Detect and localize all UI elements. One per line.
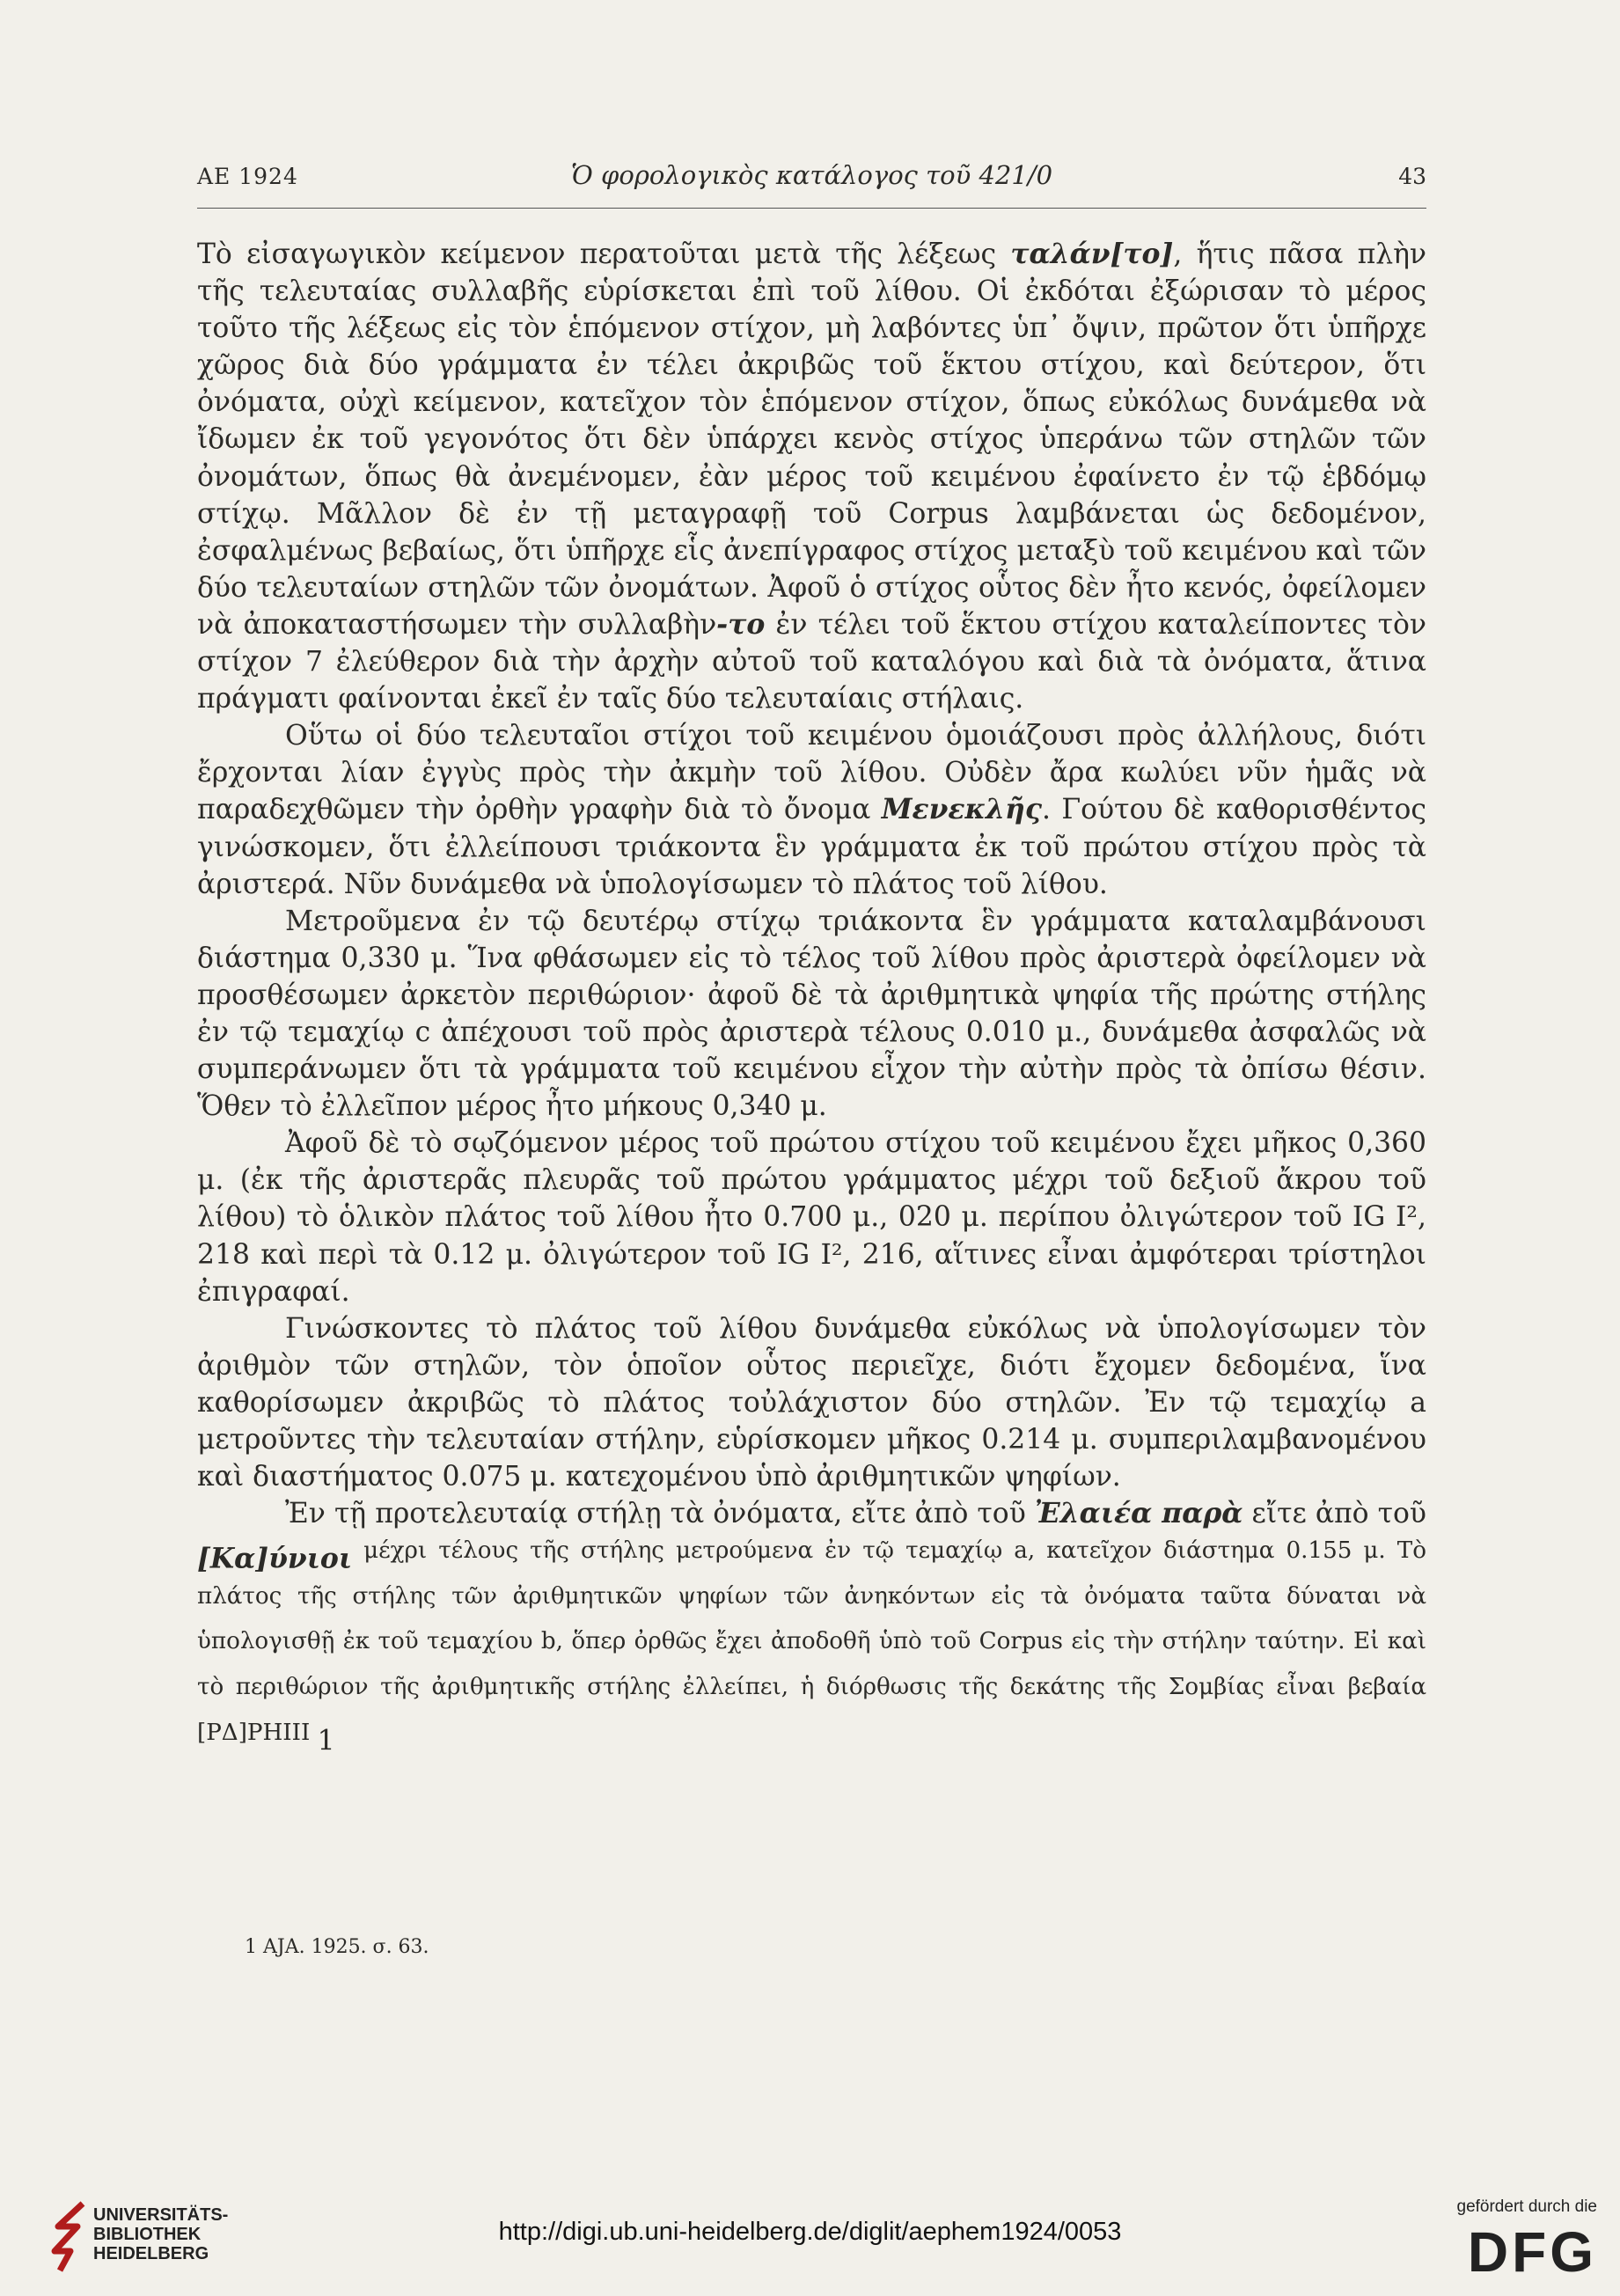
emphasis-elaiea: Ἐλαιέα παρὰ xyxy=(1034,1498,1243,1530)
footnote: 1 AJA. 1925. σ. 63. xyxy=(245,1936,429,1958)
emphasis-menekles: Μενεκλῆς xyxy=(881,794,1042,826)
paragraph-5: Γινώσκοντες τὸ πλάτος τοῦ λίθου δυνάμεθα εὐκόλως νὰ ὑπολογίσωμεν τὸν ἀριθμὸν τῶν στηλῶν, τὸν ὁποῖον οὗτος περιεῖχε, διότι ἔχομεν δεδομένα, ἵνα καθορίσωμεν ἀκριβῶς τὸ πλάτος τοὐλάχιστον δύο στηλῶν. Ἐν τῷ τεμαχίῳ a μετροῦντες τὴν τελευταίαν στήλην, εὑρίσκομεν μῆκος 0.214 μ. συμπεριλαμβανομένου καὶ διαστήματος 0.075 μ. κατεχομένου ὑπὸ ἀριθμητικῶν ψηφίων. xyxy=(197,1312,1426,1493)
body-text xyxy=(197,236,1426,1759)
page-header xyxy=(197,160,1426,199)
header-rule xyxy=(197,208,1426,209)
footnote-ref: μέχρι τέλους τῆς στήλης μετρούμενα ἐν τῷ τεμαχίῳ a, κατεῖχον διάστημα 0.155 μ. Τὸ πλάτος τῆς στήλης τῶν ἀριθμητικῶν ψηφίων τῶν ἀνηκόντων εἰς τὰ ὀνόματα ταῦτα δύναται νὰ ὑπολογισθῇ ἐκ τοῦ τεμαχίου b, ὅπερ ὀρθῶς ἔχει ἀποδοθῆ ὑπὸ τοῦ Corpus εἰς τὴν στήλην ταύτην. Εἰ καὶ τὸ περιθώριον τῆς ἀριθμητικῆς στήλης ἐλλείπει, ἡ διόρθωσις τῆς δεκάτης τῆς Σομβίας εἶναι βεβαία [ΡΔ]ΡΗΙΙΙ xyxy=(197,1537,1426,1746)
emphasis-to: -το xyxy=(716,608,766,641)
library-name: UNIVERSITÄTS- BIBLIOTHEK HEIDELBERG xyxy=(93,2205,229,2263)
emphasis-kaunioi: [Κα]ύνιοι xyxy=(197,1543,353,1575)
running-title: Ὁ φορολογικὸς κατάλογος τοῦ 421/0 xyxy=(570,160,1053,190)
paragraph-2: Οὕτω οἱ δύο τελευταῖοι στίχοι τοῦ κειμένου ὁμοιάζουσι πρὸς ἀλλήλους, διότι ἔρχονται λίαν ἐγγὺς πρὸς τὴν ἀκμὴν τοῦ λίθου. Οὐδὲν ἄρα κωλύει νῦν ἡμᾶς νὰ παραδεχθῶμεν τὴν ὀρθὴν γραφὴν διὰ τὸ ὄνομα Μενεκλῆς. Γούτου δὲ καθορισθέντος γινώσκομεν, ὅτι ἐλλείπουσι τριάκοντα ἓν γράμματα ἐκ τοῦ πρώτου στίχου πρὸς τὰ ἀριστερά. Νῦν δυνάμεθα νὰ ὑπολογίσωμεν τὸ πλάτος τοῦ λίθου. xyxy=(197,720,1426,900)
emphasis-talanto: ταλάν[το] xyxy=(1010,238,1174,270)
source-url-link[interactable]: http://digi.ub.uni-heidelberg.de/diglit/aephem1924/0053 xyxy=(498,2218,1122,2246)
funded-by-text: gefördert durch die xyxy=(1456,2197,1597,2216)
paragraph-4: Ἀφοῦ δὲ τὸ σῳζόμενον μέρος τοῦ πρώτου στίχου τοῦ κειμένου ἔχει μῆκος 0,360 μ. (ἐκ τῆς ἀριστερᾶς πλευρᾶς τοῦ πρώτου γράμματος μέχρι τοῦ δεξιοῦ ἄκρου τοῦ λίθου) τὸ ὁλικὸν πλάτος τοῦ λίθου ἦτο 0.700 μ., 020 μ. περίπου ὀλιγώτερον τοῦ IG I², 218 καὶ περὶ τὰ 0.12 μ. ὀλιγώτερον τοῦ IG I², 216, αἵτινες εἶναι ἀμφότεραι τρίστηλοι ἐπιγραφαί. xyxy=(197,1127,1426,1308)
journal-abbrev: ΑΕ 1924 xyxy=(197,164,298,189)
paragraph-3: Μετροῦμενα ἐν τῷ δευτέρῳ στίχῳ τριάκοντα ἓν γράμματα καταλαμβάνουσι διάστημα 0,330 μ. Ἵνα φθάσωμεν εἰς τὸ τέλος τοῦ λίθου πρὸς ἀριστερὰ ὀφείλομεν νὰ προσθέσωμεν ἀρκετὸν περιθώριον· ἀφοῦ δὲ τὰ ἀριθμητικὰ ψηφία τῆς πρώτης στήλης ἐν τῷ τεμαχίῳ c ἀπέχουσι τοῦ πρὸς ἀριστερὰ τέλους 0.010 μ., δυνάμεθα ἀσφαλῶς νὰ συμπεράνωμεν ὅτι τὰ γράμματα τοῦ κειμένου εἶχον τὴν αὐτὴν πρὸς τὰ ὀπίσω θέσιν. Ὅθεν τὸ ἐλλεῖπον μέρος ἦτο μήκους 0,340 μ. xyxy=(197,905,1426,1123)
paragraph-6: Ἐν τῇ προτελευταίᾳ στήλῃ τὰ ὀνόματα, εἴτε ἀπὸ τοῦ Ἐλαιέα παρὰ εἴτε ἀπὸ τοῦ [Κα]ύνιοι μέχρι τέλους τῆς στήλης μετρούμενα ἐν τῷ τεμαχίῳ a, κατεῖχον διάστημα 0.155 μ. Τὸ πλάτος τῆς στήλης τῶν ἀριθμητικῶν ψηφίων τῶν ἀνηκόντων εἰς τὰ ὀνόματα ταῦτα δύναται νὰ ὑπολογισθῇ ἐκ τοῦ τεμαχίου b, ὅπερ ὀρθῶς ἔχει ἀποδοθῆ ὑπὸ τοῦ Corpus εἰς τὴν στήλην ταύτην. Εἰ καὶ τὸ περιθώριον τῆς ἀριθμητικῆς στήλης ἐλλείπει, ἡ διόρθωσις τῆς δεκάτης τῆς Σομβίας εἶναι βεβαία [ΡΔ]ΡΗΙΙΙ 1 xyxy=(197,1498,1426,1757)
paragraph-1: Τὸ εἰσαγωγικὸν κείμενον περατοῦται μετὰ τῆς λέξεως ταλάν[το], ἥτις πᾶσα πλὴν τῆς τελευταίας συλλαβῆς εὑρίσκεται ἐπὶ τοῦ λίθου. Οἱ ἐκδόται ἐξώρισαν τὸ μέρος τοῦτο τῆς λέξεως εἰς τὸν ἑπόμενον στίχον, μὴ λαβόντες ὑπ᾽ ὄψιν, πρῶτον ὅτι ὑπῆρχε χῶρος διὰ δύο γράμματα ἐν τέλει ἀκριβῶς τοῦ ἕκτου στίχου, καὶ δεύτερον, ὅτι ὀνόματα, οὐχὶ κείμενον, κατεῖχον τὸν ἑπόμενον στίχον, ὅπως εὐκόλως δυνάμεθα νὰ ἴδωμεν ἐκ τοῦ γεγονότος ὅτι δὲν ὑπάρχει κενὸς στίχος ὑπεράνω τῶν στηλῶν τῶν ὀνομάτων, ὅπως θὰ ἀνεμένομεν, ἐὰν μέρος τοῦ κειμένου ἐφαίνετο ἐν τῷ ἑβδόμῳ στίχῳ. Μᾶλλον δὲ ἐν τῇ μεταγραφῇ τοῦ Corpus λαμβάνεται ὡς δεδομένον, ἐσφαλμένως βεβαίως, ὅτι ὑπῆρχε εἷς ἀνεπίγραφος στίχος μεταξὺ τοῦ κειμένου καὶ τῶν δύο τελευταίων στηλῶν τῶν ὀνομάτων. Ἀφοῦ ὁ στίχος οὗτος δὲν ἦτο κενός, ὀφείλομεν νὰ ἀποκαταστήσωμεν τὴν συλλαβὴν-το ἐν τέλει τοῦ ἕκτου στίχου καταλείποντες τὸν στίχον 7 ἐλεύθερον διὰ τὴν ἀρχὴν αὐτοῦ τοῦ καταλόγου καὶ διὰ τὰ ὀνόματα, ἅτινα πράγματι φαίνονται ἐκεῖ ἐν ταῖς δύο τελευταίαις στήλαις. xyxy=(197,238,1426,715)
dfg-logo: DFG xyxy=(1467,2220,1597,2284)
page-number: 43 xyxy=(1398,164,1426,189)
